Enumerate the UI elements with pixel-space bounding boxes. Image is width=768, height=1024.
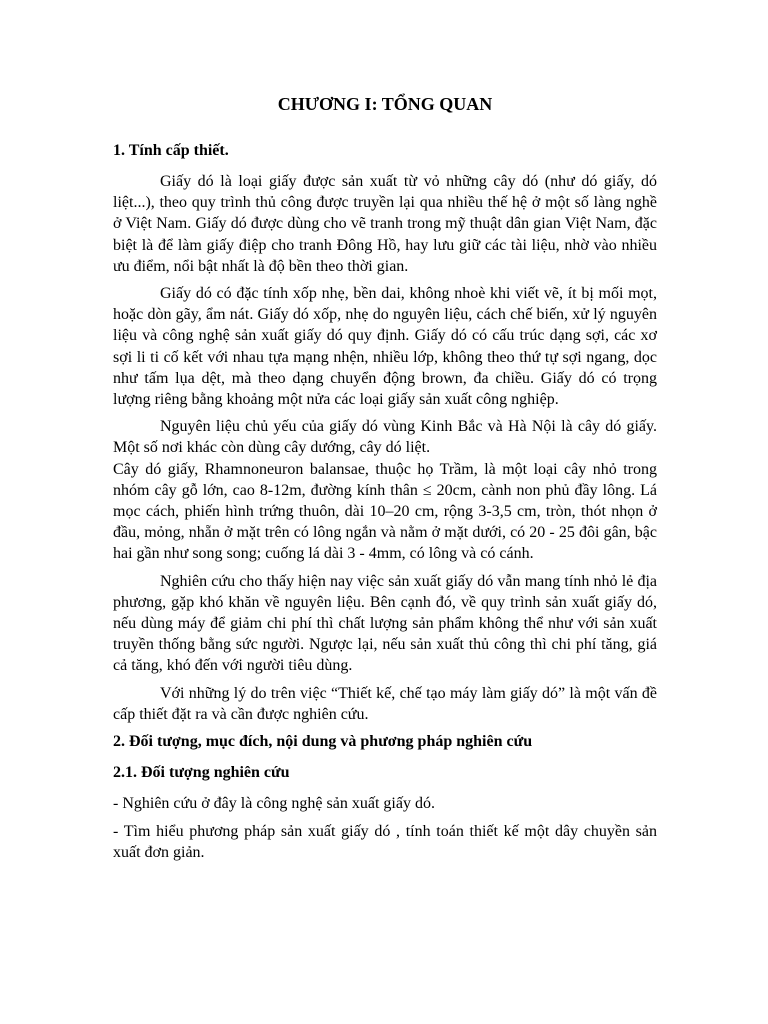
- paragraph-1: Giấy dó là loại giấy được sản xuất từ vỏ những cây dó (như dó giấy, dó liệt...), theo quy trình thủ công được truyền lại qua nhiều thế hệ ở một số làng nghề ở Việt Nam. Giấy dó được dùng cho vẽ tranh trong mỹ thuật dân gian Việt Nam, đặc biệt là để làm giấy điệp cho tranh Đông Hồ, hay lưu giữ các tài liệu, nhờ vào nhiều ưu điểm, nổi bật nhất là độ bền theo thời gian.: [113, 173, 657, 275]
- paragraph-3: Nguyên liệu chủ yếu của giấy dó vùng Kinh Bắc và Hà Nội là cây dó giấy. Một số nơi khác còn dùng cây dướng, cây dó liệt.: [113, 418, 657, 457]
- paragraph-2: Giấy dó có đặc tính xốp nhẹ, bền dai, không nhoè khi viết vẽ, ít bị mối mọt, hoặc dòn gãy, ẩm nát. Giấy dó xốp, nhẹ do nguyên liệu, cách chế biến, xử lý nguyên liệu và công nghệ sản xuất giấy dó quy định. Giấy dó có cấu trúc dạng sợi, các xơ sợi li ti cố kết với nhau tựa mạng nhện, nhiều lớp, không theo thứ tự sợi ngang, dọc như tấm lụa dệt, mà theo dạng chuyển động brown, đa chiều. Giấy dó có trọng lượng riêng bằng khoảng một nửa các loại giấy sản xuất công nghiệp.: [113, 285, 657, 409]
- bullet-item-2: - Tìm hiểu phương pháp sản xuất giấy dó , tính toán thiết kế một dây chuyền sản xuất đơn giản.: [113, 823, 657, 862]
- document-body: [113, 92, 657, 871]
- section-2-heading: 2. Đối tượng, mục đích, nội dung và phương pháp nghiên cứu: [113, 733, 533, 751]
- paragraph-4: Cây dó giấy, Rhamnoneuron balansae, thuộc họ Trầm, là một loại cây nhỏ trong nhóm cây gỗ lớn, cao 8-12m, đường kính thân ≤ 20cm, cành non phủ đầy lông. Lá mọc cách, phiến hình trứng thuôn, dài 10–20 cm, rộng 3-3,5 cm, tròn, thót nhọn ở đầu, mỏng, nhẵn ở mặt trên có lông ngắn và nằm ở mặt dưới, có 20 - 25 đôi gân, bậc hai gần như song song; cuống lá dài 3 - 4mm, có lông và có cánh.: [113, 460, 657, 563]
- bullet-item-1: - Nghiên cứu ở đây là công nghệ sản xuất giấy dó.: [113, 795, 435, 813]
- paragraph-6: Với những lý do trên việc “Thiết kế, chế tạo máy làm giấy dó” là một vấn đề cấp thiết đặt ra và cần được nghiên cứu.: [113, 684, 657, 723]
- chapter-title: CHƯƠNG I: TỔNG QUAN: [277, 94, 493, 114]
- section-2-1-heading: 2.1. Đối tượng nghiên cứu: [113, 764, 290, 782]
- section-1-heading: 1. Tính cấp thiết.: [113, 142, 229, 159]
- paragraph-5: Nghiên cứu cho thấy hiện nay việc sản xuất giấy dó vẫn mang tính nhỏ lẻ địa phương, gặp khó khăn về nguyên liệu. Bên cạnh đó, về quy trình sản xuất giấy dó, nếu dùng máy để giảm chi phí thì chất lượng sản phẩm không thể như với sản xuất truyền thống bằng sức người. Ngược lại, nếu sản xuất thủ công thì chi phí tăng, giá cả tăng, khó đến với người tiêu dùng.: [113, 572, 657, 675]
